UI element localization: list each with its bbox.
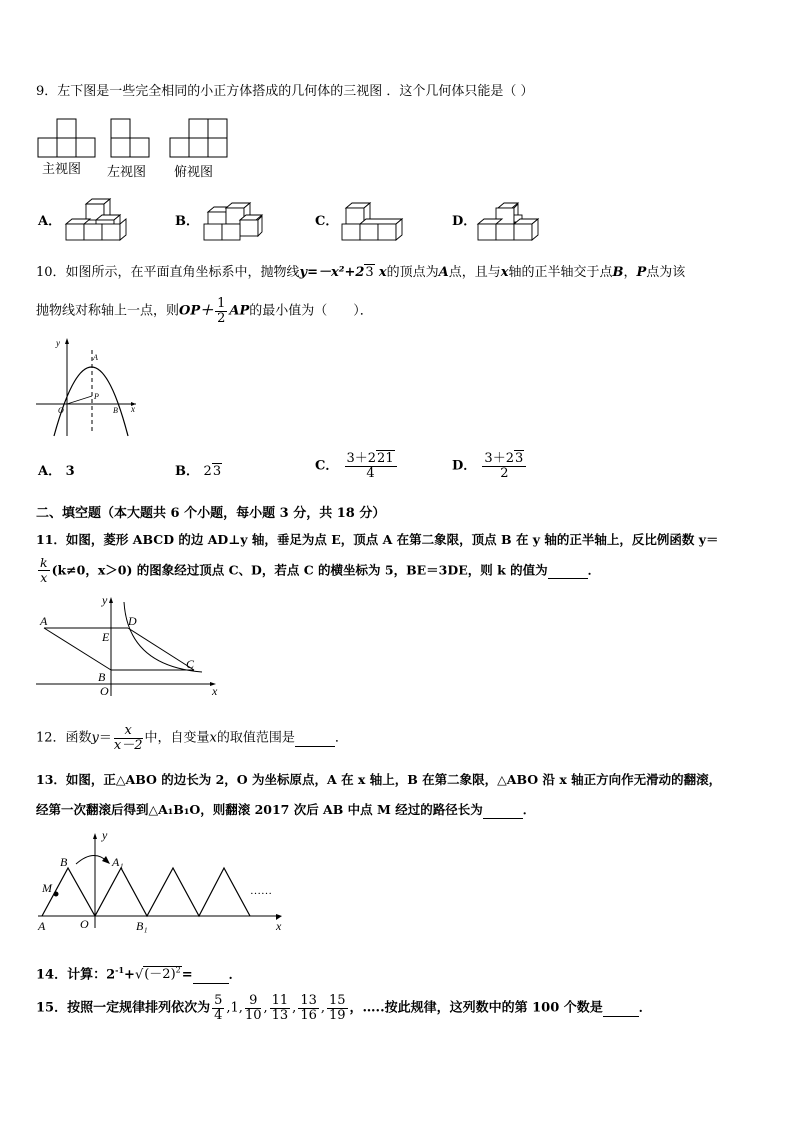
svg-text:A₁: A₁ <box>112 855 124 869</box>
q10-option-d[interactable]: D． $\frac{3+23}{2}$ <box>452 452 528 481</box>
svg-text:O: O <box>80 917 89 931</box>
section-heading: 二、填空题（本大题共 6 个小题，每小题 3 分，共 18 分） <box>36 506 386 521</box>
front-view <box>38 119 95 157</box>
view-label-top: 俯视图 <box>174 165 214 180</box>
q12-answer-blank[interactable] <box>295 730 335 747</box>
q13-answer-blank[interactable] <box>483 802 523 819</box>
svg-text:E: E <box>102 630 110 644</box>
q11-rhombus-figure <box>36 594 226 700</box>
q13-line2: 经第一次翻滚后得到△A₁B₁O，则翻滚 2017 次后 AB 中点 M 经过的路径长为 ． <box>36 802 536 817</box>
svg-text:x: x <box>276 919 282 933</box>
q10-line1: 10．如图所示，在平面直角坐标系中，抛物线y=－x²+23 x的顶点为A点，且与x轴的正半轴交于点B，P点为该 <box>36 265 686 280</box>
q9-option-c-figure <box>338 198 408 244</box>
q14-answer-blank[interactable] <box>193 967 229 984</box>
left-view <box>111 119 149 157</box>
svg-text:O: O <box>58 406 64 415</box>
svg-text:B₁: B₁ <box>136 919 148 933</box>
svg-text:y: y <box>102 593 108 607</box>
svg-text:……: …… <box>250 885 272 897</box>
q10-function-radical: 3 <box>365 265 374 280</box>
q10-parabola-figure <box>36 336 146 440</box>
q10-option-b[interactable]: B． 23 <box>175 464 222 479</box>
q9-option-a-figure <box>62 198 132 244</box>
svg-text:x: x <box>131 404 135 414</box>
svg-text:B: B <box>113 406 118 415</box>
q9-option-b-figure <box>198 198 268 244</box>
svg-text:y: y <box>102 828 108 842</box>
svg-text:D: D <box>128 614 137 628</box>
q14-line: 14．计算：$2^{-1}+√(-2)^2=$ ． <box>36 965 242 983</box>
q15-line: 15．按照一定规律排列依次为 $\frac{5}{4}$ ,1, $\frac{9}{10}$ , $\frac{11}{13}$ , $\frac{13}{16}$ , $\frac{15}{19}$ ，…..按此规律，这列数中的第 100 个数是 ． <box>36 993 652 1023</box>
q11-line1: 11．如图，菱形 ABCD 的边 AD⊥y 轴，垂足为点 E，顶点 A 在第二象限，顶点 B 在 y 轴的正半轴上，反比例函数 y＝ <box>36 532 719 547</box>
q9-option-b-label[interactable]: B． <box>175 214 199 229</box>
q13-rolling-triangle-figure <box>36 828 292 940</box>
svg-text:A: A <box>93 353 98 362</box>
svg-text:A: A <box>38 919 46 933</box>
q9-stem: 9．左下图是一些完全相同的小正方体搭成的几何体的三视图 ．这个几何体只能是（ ） <box>36 84 534 99</box>
svg-text:B: B <box>60 855 68 869</box>
svg-text:x: x <box>212 684 218 698</box>
view-label-left: 左视图 <box>107 165 147 180</box>
svg-text:M: M <box>42 881 52 895</box>
q9-option-a-label[interactable]: A． <box>38 214 62 229</box>
svg-text:C: C <box>186 657 195 671</box>
q12-line: 12．函数y＝ $\frac{x}{x-2}$ 中，自变量x的取值范围是 ． <box>36 723 348 753</box>
q9-option-c-label[interactable]: C． <box>315 214 339 229</box>
q9-option-d-label[interactable]: D． <box>452 214 477 229</box>
q10-option-c[interactable]: C． $\frac{3+221}{4}$ <box>315 452 399 481</box>
q11-line2: $\frac{k}{x}$ (k≠0，x＞0) 的图象经过顶点 C、D，若点 C 的横坐标为 5，BE＝3DE，则 k 的值为 ． <box>40 555 601 585</box>
q10-half-fraction: $\frac{1}{2}$ <box>217 296 226 326</box>
svg-text:y: y <box>56 338 60 348</box>
q15-answer-blank[interactable] <box>603 1000 639 1017</box>
svg-text:P: P <box>94 392 99 401</box>
top-view <box>170 119 227 157</box>
q9-option-d-figure <box>474 198 544 244</box>
svg-text:O: O <box>100 684 109 698</box>
view-label-front: 主视图 <box>42 162 82 177</box>
q10-function: y=－x²+2 <box>299 265 365 280</box>
svg-text:B: B <box>98 670 106 684</box>
q13-line1: 13．如图，正△ABO 的边长为 2，O 为坐标原点，A 在 x 轴上，B 在第二象限，△ABO 沿 x 轴正方向作无滑动的翻滚， <box>36 772 722 787</box>
q10-option-a[interactable]: A． 3 <box>38 464 75 479</box>
q10-line2: 抛物线对称轴上一点，则OP＋ $\frac{1}{2}$ AP的最小值为（ ）． <box>36 296 373 326</box>
q11-answer-blank[interactable] <box>548 562 588 579</box>
svg-text:A: A <box>40 614 48 628</box>
